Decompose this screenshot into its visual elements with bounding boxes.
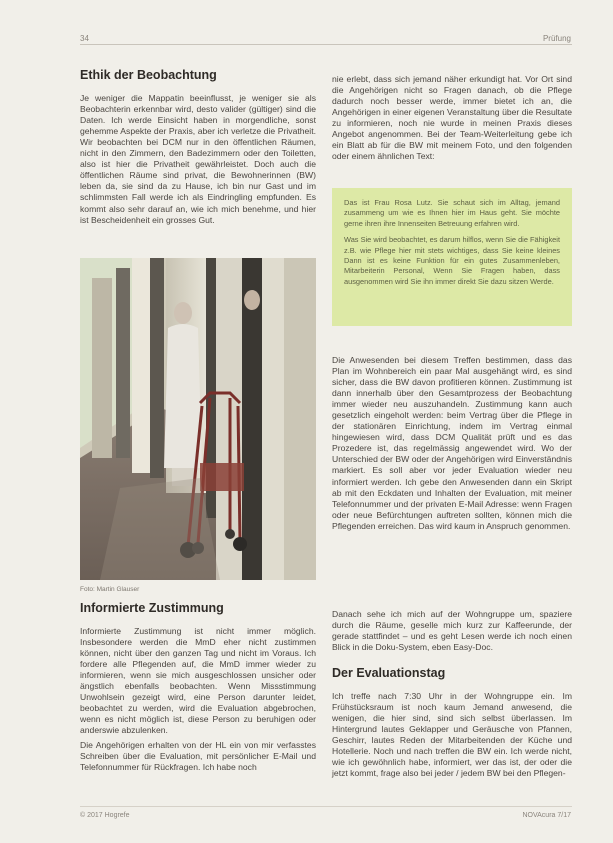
paragraph: nie erlebt, dass sich jemand näher erkundigt hat. Vor Ort sind die Angehörigen nicht so Fragen danach, ob die Pflege dadurch noch besser werde, immer bietet ich an, die Angehörigen in einer eigenen Veranstaltung über die Resultate zu informieren, noch nie wurde in meinen Praxis dieses Angebot angenommen. Bei der Team-Weiterleitung gebe ich ein Blatt ab für die BW mit meinem Foto, und den folgenden oder einem ähnlichen Text:	[332, 74, 572, 162]
paragraph: Je weniger die Mappatin beeinflusst, je weniger sie als Beobachterin erkennbar wird, desto valider (gültiger) sind die Daten. Ich werde Einsicht haben in morgendliche, sonst gehemme Aspekte der Praxis, aber ich verletze die Privatheit. Wir beobachten bei DCM nur in den öffentlichen Räumen, nicht in den Zimmern, den Badezimmern oder den Toiletten, also ist hier die Privatheit gewährleistet. Doch auch die öffentlichen Räume sind privat, die Bewohnerinnen (BW) leben da, sie sind da zu Hause, ich bin nur Gast und im schlimmsten Fall werde ich als Eindringling empfunden. Es kommt also sehr darauf an, wie ich mich benehme, und hier ist Bescheidenheit ein grosses Gut.	[80, 93, 316, 225]
right-column-top	[332, 74, 572, 165]
page-number: 34	[80, 34, 89, 43]
info-box-paragraph: Das ist Frau Rosa Lutz. Sie schaut sich im Alltag, jemand zusammeng um wie es Ihnen hier im Haus geht. Sie möchte gerne ihren ihre Innenseiten Betreuung erfahren wird.	[344, 198, 560, 228]
section-label: Prüfung	[542, 34, 571, 43]
section-ethics	[80, 70, 316, 229]
footer-issue: NOVAcura 7/17	[522, 812, 571, 819]
section-title-evaluation-day: Der Evaluationstag	[332, 666, 446, 680]
paragraph: Danach sehe ich mich auf der Wohngruppe um, spaziere durch die Räume, geselle mich kurz zur Kaffeerunde, der gerade stattfindet – und es geht Lesen werde ich noch einen Blick in die Doku-System, eben Easy-Doc.	[332, 609, 572, 653]
info-box-paragraph: Was Sie wird beobachtet, es darum hilflos, wenn Sie die Fähigkeit z.B. wie Pflege hier mit stets wichtiges, dass Sie keine kleines Dann ist es keine Funktion für ein gutes Zusammenleben, Mitarbeiterin Personal, Wenn Sie Fragen haben, dass ausgenommen wird Sie ihn immer direkt Sie dazu sitzen Werde.	[344, 235, 560, 286]
photo-caption: Foto: Martin Glauser	[80, 586, 140, 593]
right-column-middle	[332, 355, 572, 535]
footer-copyright: © 2017 Hogrefe	[80, 812, 130, 819]
footer-rule	[80, 806, 572, 807]
section-title-ethics: Ethik der Beobachtung	[80, 68, 217, 82]
info-box	[332, 188, 572, 326]
photo-illustration	[80, 258, 316, 580]
section-informed-consent	[80, 603, 316, 776]
paragraph: Informierte Zustimmung ist nicht immer möglich. Insbesondere werden die MmD eher nicht zustimmen können, nicht über den ganzen Tag und nicht im Voraus. Ich fordere alle Pflegenden auf, die MmD immer wieder zu informieren, wenn sie mich ausgeschlossen unsicher oder ängstlich ebenfalls beobachten. Wenn Missstimmung Unwohlsein gezeigt wird, eine Person darunter leidet, beobachtet zu werden, wird die Evaluation abgebrochen, wenn es nicht möglich ist, diese Person zu beruhigen oder anderswie abzulenken.	[80, 626, 316, 736]
paragraph: Die Anwesenden bei diesem Treffen bestimmen, dass das Plan im Wohnbereich ein paar Mal ausgehängt wird, es sind sicher, dass die BW davon profitieren können. Zustimmung ist dann innerhalb über den Gesamtprozess der Beobachtung immer wieder neu auszuhandeln. Zustimmung kann auch gesetzlich eingeholt werden: beim Vertrag über die Pflege in der stationären Einrichtung, indem im Vertrag einmal hingewiesen wird, dass DCM Qualität prüft und es das Prozedere ist, das regelmässig angewendet wird. Wo der Unterschied der BW oder der Angehörigen wird Einverständnis markiert. Es soll aber vor jeder Evaluation wieder neu informiert werden. Ich gebe den Anwesenden dann ein Skript ab mit den Eckdaten und Inhalten der Evaluation, mit meiner Telefonnummer und der privaten E-Mail Adresse: wenn Fragen oder neue Befürchtungen auftreten sollten, können mich die Pflegenden erreichen. Das wird kaum in Anspruch genommen.	[332, 355, 572, 531]
photo-corridor-with-rollator	[80, 258, 316, 580]
paragraph: Die Angehörigen erhalten von der HL ein von mir verfasstes Schreiben über die Evaluation, mit persönlicher E-Mail und Telefonnummer für Rückfragen. Ich habe noch	[80, 739, 316, 772]
paragraph: Ich treffe nach 7:30 Uhr in der Wohngruppe ein. Im Frühstücksraum ist noch kaum Jemand anwesend, die wenigen, die hier sind, sind sich selbst überlassen. Im Hintergrund lautes Geklapper und Geräusche von Pfannen, Geschirr, lautes Reden der Mitarbeitenden der Küche und Hotellerie. Noch und nach treffen die BW ein. Ich werde nicht, wie ich gewöhnlich habe, informiert, wer das ist, der oder die jetzt kommt, frage also bei jeder / jedem BW bei den Pflegen-	[332, 691, 572, 779]
section-title-consent: Informierte Zustimmung	[80, 601, 224, 615]
section-evaluation-day	[332, 668, 572, 782]
right-column-after	[332, 609, 572, 656]
header-rule	[80, 44, 572, 45]
